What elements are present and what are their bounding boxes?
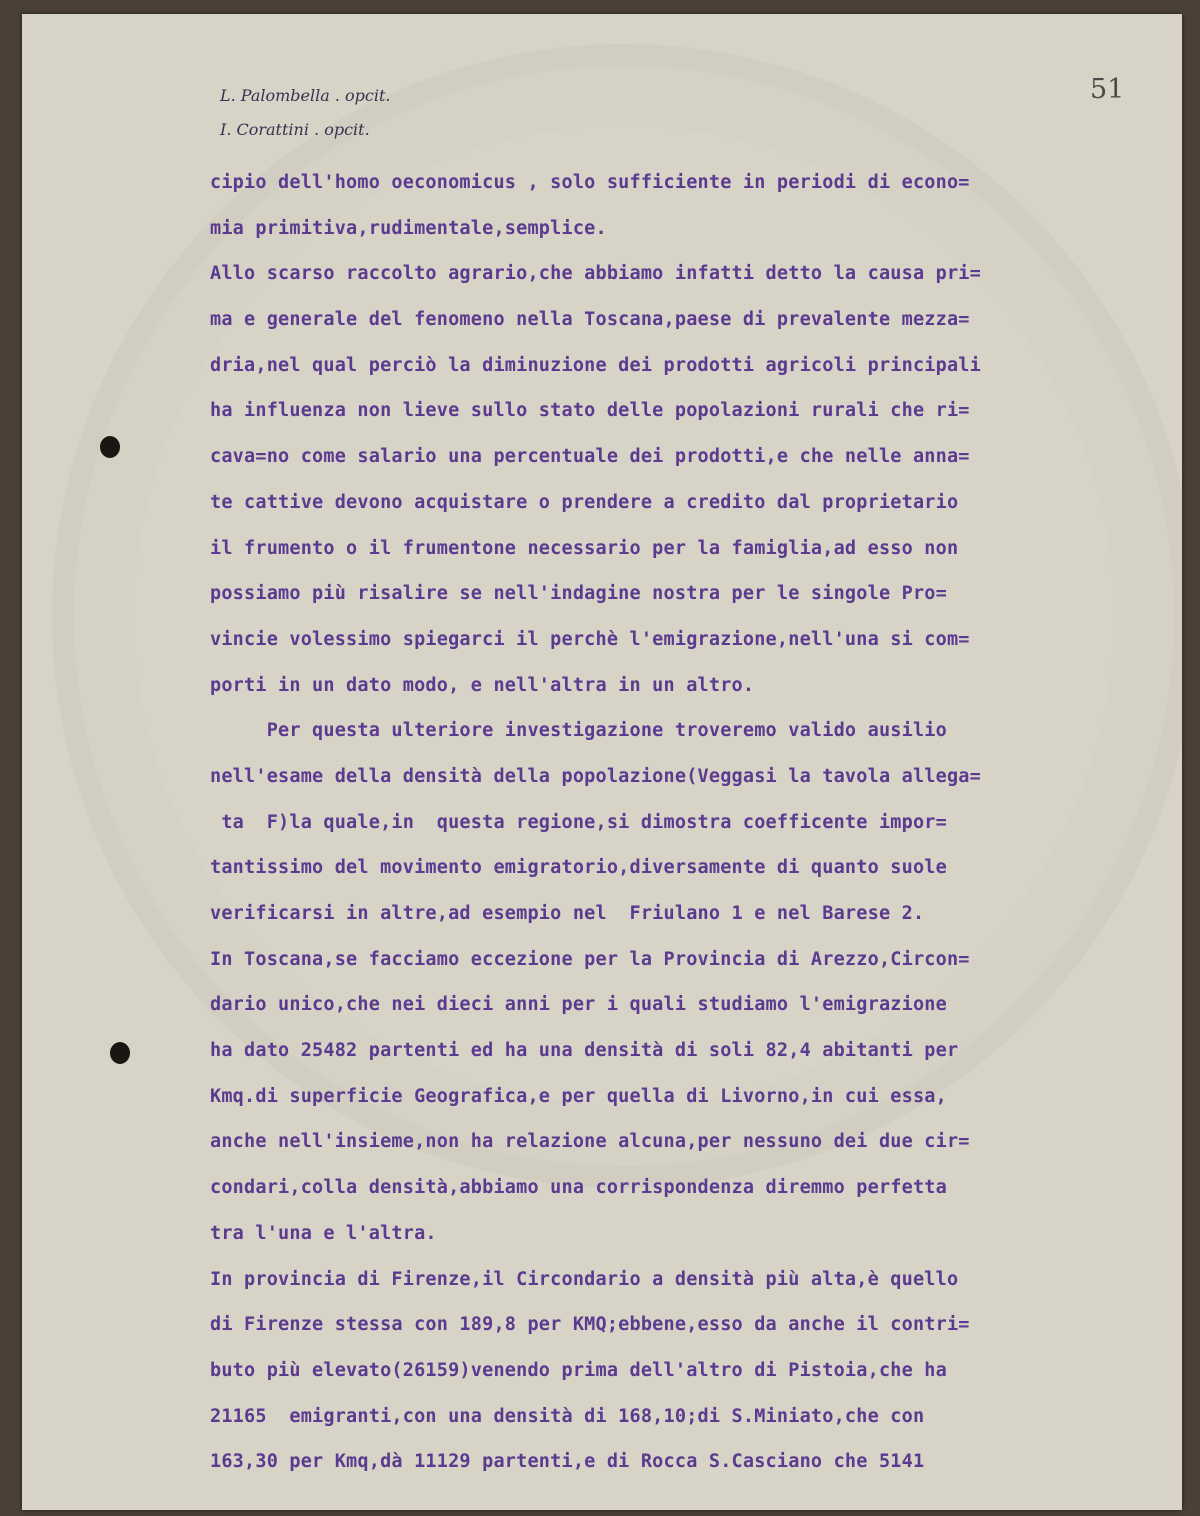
- text-line: tantissimo del movimento emigratorio,diversamente di quanto suole: [210, 857, 947, 879]
- page-number: 51: [1090, 74, 1125, 105]
- text-line: ha influenza non lieve sullo stato delle popolazioni rurali che ri=: [210, 400, 970, 422]
- text-line: nell'esame della densità della popolazione(Veggasi la tavola allega=: [210, 765, 981, 787]
- text-line: dario unico,che nei dieci anni per i quali studiamo l'emigrazione: [210, 994, 947, 1016]
- text-line: In provincia di Firenze,il Circondario a densità più alta,è quello: [210, 1268, 959, 1290]
- text-line: 21165 emigranti,con una densità di 168,10;di S.Miniato,che con: [210, 1405, 925, 1427]
- document-page: [22, 14, 1182, 1510]
- text-line: Kmq.di superficie Geografica,e per quella di Livorno,in cui essa,: [210, 1085, 947, 1107]
- text-line: anche nell'insieme,non ha relazione alcuna,per nessuno dei due cir=: [210, 1131, 970, 1153]
- punch-hole-top: [100, 436, 120, 458]
- text-line: il frumento o il frumentone necessario per la famiglia,ad esso non: [210, 537, 959, 559]
- text-line: di Firenze stessa con 189,8 per KMQ;ebbene,esso da anche il contri=: [210, 1314, 970, 1336]
- text-line: possiamo più risalire se nell'indagine nostra per le singole Pro=: [210, 583, 947, 605]
- margin-note-1: L. Palombella . opcit.: [220, 86, 391, 105]
- text-line: ta F)la quale,in questa regione,si dimostra coefficente impor=: [210, 811, 947, 833]
- punch-hole-bottom: [110, 1042, 130, 1064]
- typed-text-body: [210, 160, 1130, 1485]
- text-line: porti in un dato modo, e nell'altra in un altro.: [210, 674, 755, 696]
- text-line: Allo scarso raccolto agrario,che abbiamo infatti detto la causa pri=: [210, 263, 981, 285]
- text-line: ha dato 25482 partenti ed ha una densità di soli 82,4 abitanti per: [210, 1040, 959, 1062]
- text-line: buto più elevato(26159)venendo prima dell'altro di Pistoia,che ha: [210, 1359, 947, 1381]
- text-line: vincie volessimo spiegarci il perchè l'emigrazione,nell'una si com=: [210, 628, 970, 650]
- text-line: tra l'una e l'altra.: [210, 1222, 437, 1244]
- text-line: ma e generale del fenomeno nella Toscana,paese di prevalente mezza=: [210, 309, 970, 331]
- text-line: Per questa ulteriore investigazione troveremo valido ausilio: [210, 720, 947, 742]
- text-line: In Toscana,se facciamo eccezione per la Provincia di Arezzo,Circon=: [210, 948, 970, 970]
- text-line: condari,colla densità,abbiamo una corrispondenza diremmo perfetta: [210, 1177, 947, 1199]
- text-line: cipio dell'homo oeconomicus , solo sufficiente in periodi di econo=: [210, 172, 970, 193]
- text-line: verificarsi in altre,ad esempio nel Friulano 1 e nel Barese 2.: [210, 903, 925, 924]
- text-line: mia primitiva,rudimentale,semplice.: [210, 217, 607, 239]
- text-line: 163,30 per Kmq,dà 11129 partenti,e di Rocca S.Casciano che 5141: [210, 1451, 925, 1473]
- text-line: cava=no come salario una percentuale dei prodotti,e che nelle anna=: [210, 446, 970, 468]
- text-line: te cattive devono acquistare o prendere a credito dal proprietario: [210, 491, 959, 513]
- text-line: dria,nel qual perciò la diminuzione dei prodotti agricoli principali: [210, 354, 981, 376]
- margin-note-2: I. Corattini . opcit.: [220, 120, 370, 139]
